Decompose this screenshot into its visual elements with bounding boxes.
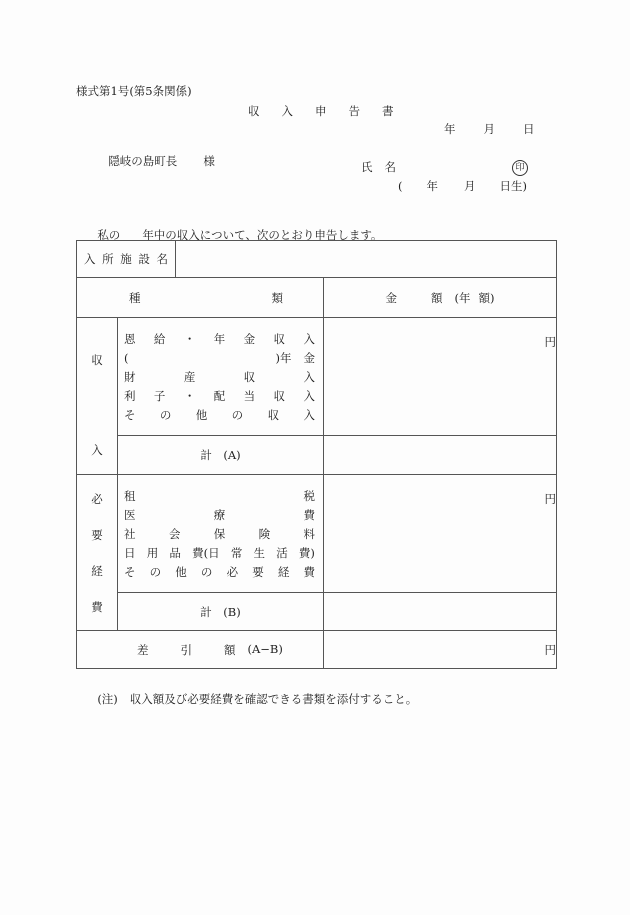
date-field[interactable]: 年 月 日 <box>444 122 535 136</box>
expenses-subtotal-input[interactable] <box>324 593 557 631</box>
name-label: 氏 名 <box>361 160 396 174</box>
income-amount-input[interactable]: 円 <box>324 318 557 436</box>
income-subtotal-input[interactable] <box>324 436 557 475</box>
addressee: 隠岐の島町長 様 <box>108 153 215 168</box>
seal-icon: 印 <box>512 160 528 176</box>
expense-item-medical: 医 療 費 <box>124 508 315 522</box>
income-items <box>118 318 324 436</box>
income-item-other: そ の 他 の 収 入 <box>124 408 315 422</box>
birthdate-field[interactable]: ( 年 月 日生) <box>398 179 527 193</box>
name-field[interactable] <box>400 160 500 176</box>
column-header-type: 種 類 <box>77 278 324 318</box>
difference-amount-input[interactable]: 円 <box>324 631 557 669</box>
difference-label: 差 引 額 (A−B) <box>77 631 324 669</box>
expense-item-social-insurance: 社 会 保 険 料 <box>124 527 315 541</box>
intro-text: 私の 年中の収入について、次のとおり申告します。 <box>97 227 383 242</box>
expenses-amount-input[interactable]: 円 <box>324 475 557 593</box>
column-header-amount: 金 額 (年 額) <box>324 278 557 318</box>
income-declaration-table <box>76 240 557 669</box>
document-title: 収 入 申 告 書 <box>248 104 394 118</box>
footnote: (注) 収入額及び必要経費を確認できる書類を添付すること。 <box>97 691 418 706</box>
expense-item-other: そ の 他 の 必 要 経 費 <box>124 565 315 579</box>
income-item-interest-dividend: 利 子 ・ 配 当 収 入 <box>124 389 315 403</box>
form-number: 様式第1号(第5条関係) <box>76 84 192 98</box>
income-subtotal-label: 計 (A) <box>118 436 324 475</box>
income-item-pension: 恩 給 ・ 年 金 収 入 <box>124 332 315 346</box>
income-item-other-pension: ( )年 金 <box>124 351 315 365</box>
facility-name-input[interactable] <box>176 241 557 278</box>
income-item-property: 財 産 収 入 <box>124 370 315 384</box>
expense-items <box>118 475 324 593</box>
expense-item-tax: 租 税 <box>124 489 315 503</box>
expenses-subtotal-label: 計 (B) <box>118 593 324 631</box>
income-section-label: 収 入 <box>77 318 118 475</box>
facility-name-label: 入 所 施 設 名 <box>77 241 176 278</box>
expenses-section-label: 必 要 経 費 <box>77 475 118 631</box>
expense-item-daily-goods: 日 用 品 費(日 常 生 活 費) <box>124 546 315 560</box>
